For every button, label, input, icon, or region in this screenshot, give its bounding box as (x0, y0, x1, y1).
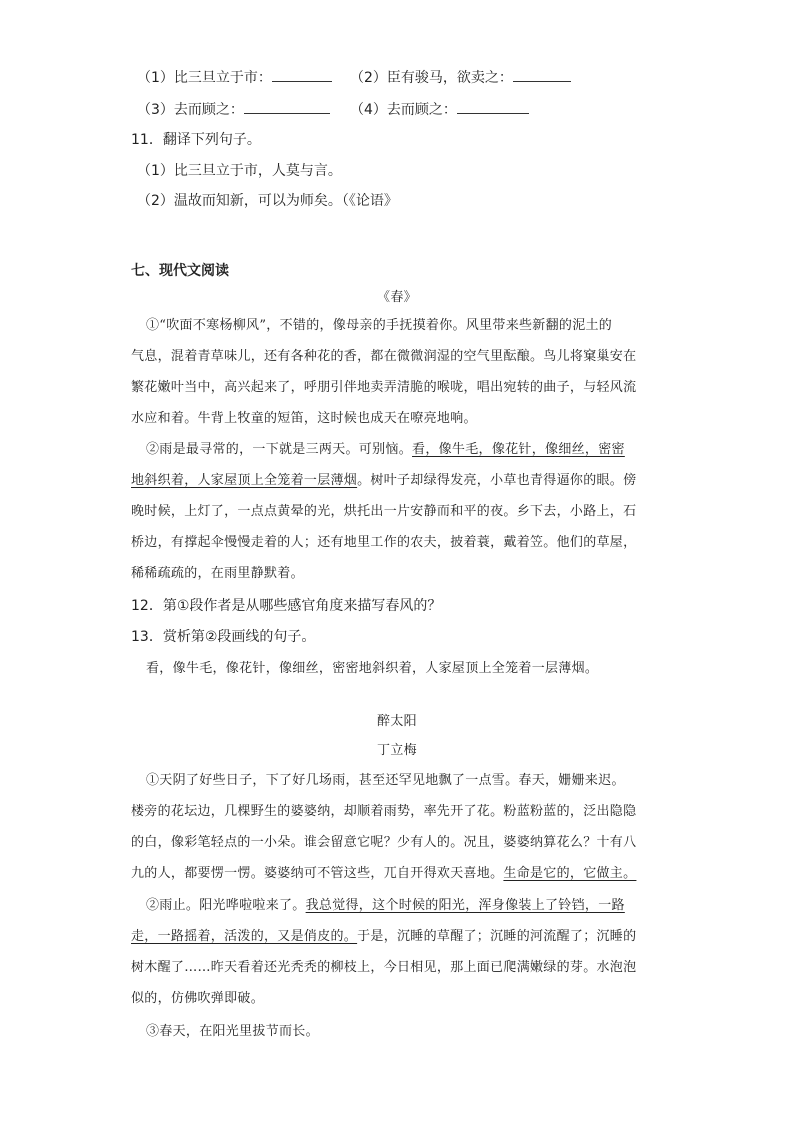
answer-blank[interactable] (513, 67, 571, 82)
underlined-sentence: 地斜织着，人家屋顶上全笼着一层薄烟 (131, 473, 358, 488)
underlined-sentence: 生命是它的，它做主。 (503, 866, 637, 881)
paragraph-line: ①天阴了好些日子，下了好几场雨，甚至还罕见地飘了一点雪。春天，姗姗来迟。 (146, 773, 625, 788)
underlined-sentence: 我总觉得，这个时候的阳光，浑身像装上了铃铛，一路 (305, 898, 625, 913)
underlined-sentence: 看，像牛毛，像花针，像细丝，密密 (412, 442, 625, 457)
paragraph-line: 的白，像彩笔轻点的一小朵。谁会留意它呢？少有人的。况且，婆婆纳算花么？十有八 (131, 835, 637, 850)
paragraph-line: 树木醒了……昨天看着还光秃秃的柳枝上，今日相见，那上面已爬满嫩绿的芽。水泡泡 (131, 960, 637, 975)
q12-text: 12．第①段作者是从哪些感官角度来描写春风的？ (131, 598, 442, 614)
q10-item-4: （4）去而顾之： (350, 99, 529, 120)
paragraph-line: 似的，仿佛吹弹即破。 (131, 991, 265, 1006)
q13-quote: 看，像牛毛，像花针，像细丝，密密地斜织着，人家屋顶上全笼着一层薄烟。 (146, 661, 599, 676)
passage-title: 醉太阳 (377, 714, 417, 729)
paragraph-line: 晚时候，上灯了，一点点黄晕的光，烘托出一片安静而和平的夜。乡下去，小路上，石 (131, 504, 637, 519)
answer-blank[interactable] (272, 67, 332, 82)
paragraph-line: ②雨止。阳光哗啦啦来了。我总觉得，这个时候的阳光，浑身像装上了铃铛，一路 (146, 898, 625, 913)
underlined-sentence: 走，一路摇着，活泼的，又是俏皮的。 (131, 929, 358, 944)
answer-blank[interactable] (244, 99, 330, 114)
passage-title: 《春》 (377, 290, 417, 305)
paragraph-line: 九的人，都要愣一愣。婆婆纳可不管这些，兀自开得欢天喜地。生命是它的，它做主。 (131, 866, 637, 881)
paragraph-line: ②雨是最寻常的，一下就是三两天。可别恼。看，像牛毛，像花针，像细丝，密密 (146, 442, 625, 457)
paragraph-line: 稀稀疏疏的，在雨里静默着。 (131, 566, 304, 581)
passage-author: 丁立梅 (377, 743, 417, 758)
q10-item-3: （3）去而顾之： (137, 99, 330, 120)
paragraph-line: 繁花嫩叶当中，高兴起来了，呼朋引伴地卖弄清脆的喉咙，唱出宛转的曲子，与轻风流 (131, 380, 637, 395)
q10-item-1: （1）比三旦立于市： (137, 67, 332, 88)
paragraph-line: 气息，混着青草味儿，还有各种花的香，都在微微润湿的空气里酝酿。鸟儿将窠巢安在 (131, 349, 637, 364)
paragraph-line: ①“吹面不寒杨柳风”，不错的，像母亲的手抚摸着你。风里带来些新翻的泥土的 (146, 318, 613, 333)
paragraph-line: ③春天，在阳光里拔节而长。 (146, 1024, 319, 1039)
paragraph-line: 水应和着。牛背上牧童的短笛，这时候也成天在嘹亮地响。 (131, 411, 477, 426)
q10-item-2: （2）臣有骏马，欲卖之： (350, 67, 571, 88)
q13-text: 13．赏析第②段画线的句子。 (131, 629, 316, 645)
q11-item-2: （2）温故而知新，可以为师矣。（《论语》 (137, 193, 398, 209)
paragraph-line: 桥边，有撑起伞慢慢走着的人；还有地里工作的农夫，披着蓑，戴着笠。他们的草屋， (131, 535, 637, 550)
paragraph-line: 楼旁的花坛边，几棵野生的婆婆纳，却顺着雨势，率先开了花。粉蓝粉蓝的，泛出隐隐 (131, 804, 637, 819)
paragraph-line: 地斜织着，人家屋顶上全笼着一层薄烟。树叶子却绿得发亮，小草也青得逼你的眼。傍 (131, 473, 637, 488)
answer-blank[interactable] (457, 99, 529, 114)
paragraph-line: 走，一路摇着，活泼的，又是俏皮的。于是，沉睡的草醒了；沉睡的河流醒了；沉睡的 (131, 929, 637, 944)
q11-item-1: （1）比三旦立于市，人莫与言。 (137, 163, 342, 179)
q11-title: 11．翻译下列句子。 (131, 132, 261, 148)
section-title: 七、现代文阅读 (131, 263, 229, 279)
